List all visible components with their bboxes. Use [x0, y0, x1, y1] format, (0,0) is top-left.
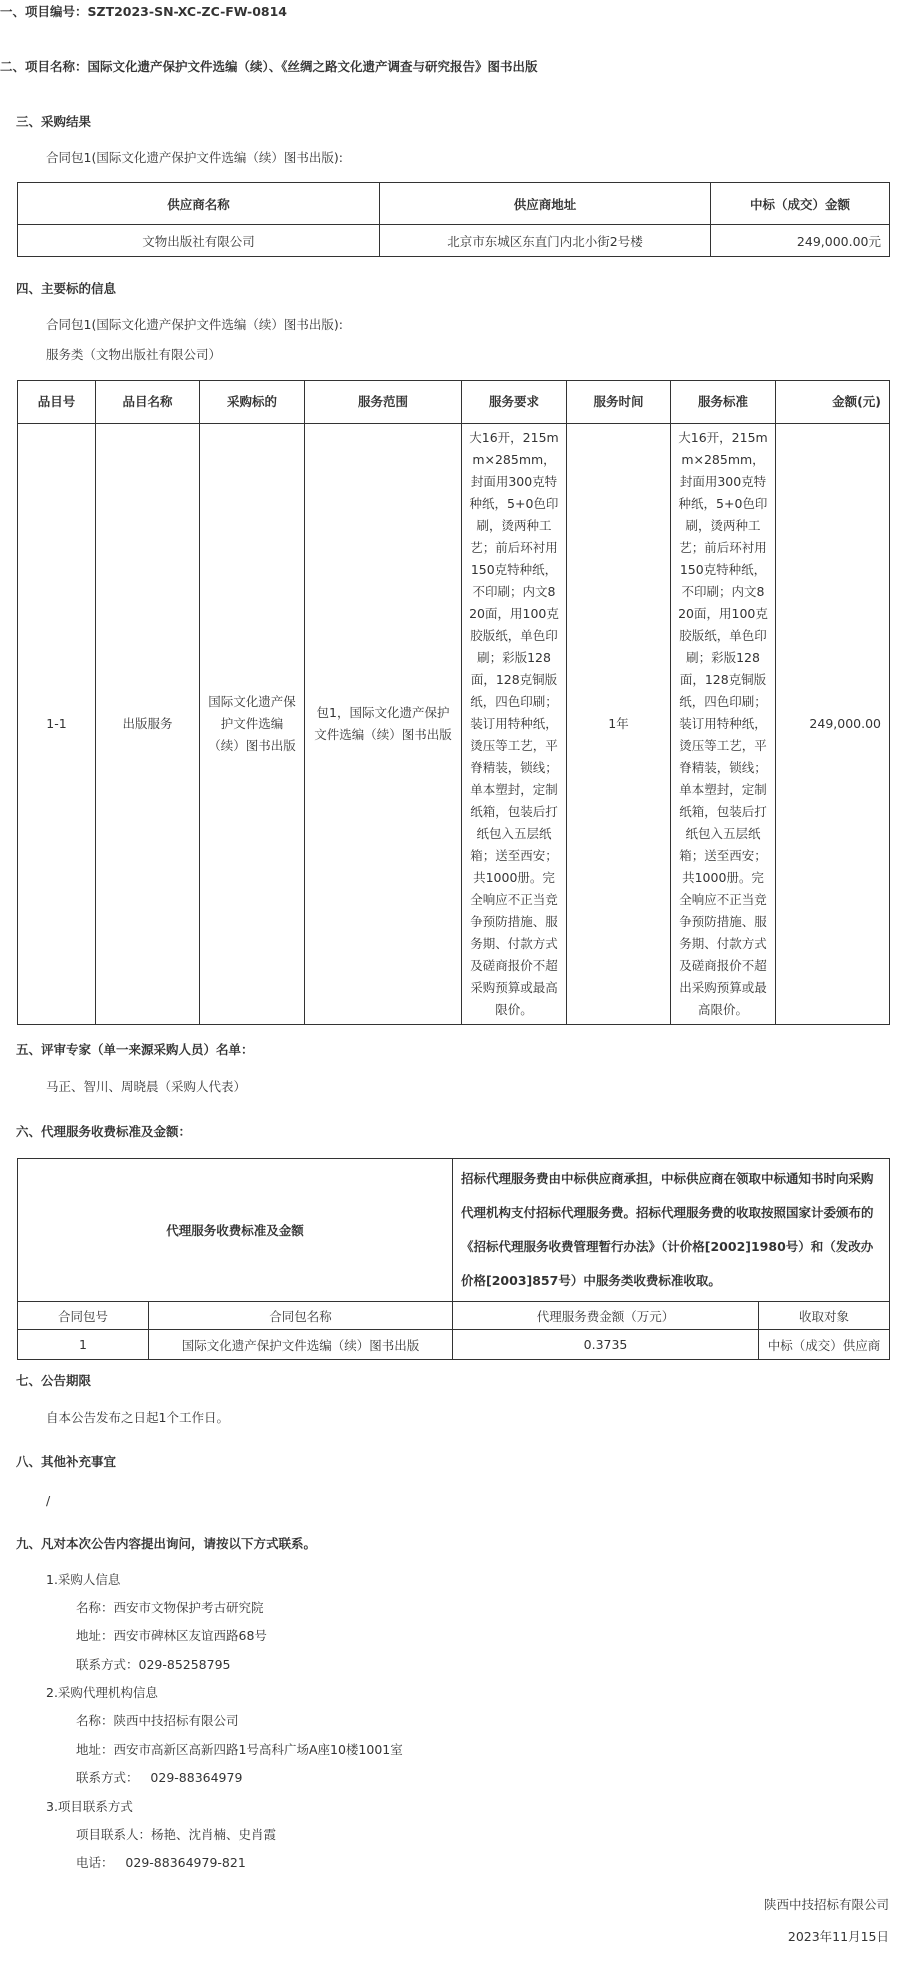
item-no: 1-1 [18, 424, 96, 1025]
contract-package-label-2: 合同包1(国际文化遗产保护文件选编（续）图书出版): [46, 317, 343, 332]
table-row [18, 1330, 890, 1360]
header-charge-target: 收取对象 [759, 1302, 890, 1330]
purchaser-name: 名称：西安市文物保护考古研究院 [76, 1600, 264, 1615]
service-requirement: 大16开，215mm×285mm，封面用300克特种纸，5+0色印刷，烫两种工艺；前后环衬用150克特种纸，不印刷；内文820面，用100克胶版纸，单色印刷；彩版128面，128克铜版纸，四色印刷；装订用特种纸，烫压等工艺，平脊精装，锁线；单本塑封，定制纸箱，包装后打纸包入五层纸箱；送至西安；共1000册。完全响应不正当竞争预防措施、服务期、付款方式及磋商报价不超采购预算或最高限价。 [462, 424, 567, 1025]
project-number: 一、项目编号：SZT2023-SN-XC-ZC-FW-0814 [0, 4, 287, 19]
agency-fee-table [17, 1158, 890, 1360]
supplier-address: 北京市东城区东直门内北小街2号楼 [380, 225, 711, 257]
package-no: 1 [18, 1330, 149, 1360]
header-requirement: 服务要求 [462, 381, 567, 424]
purchaser-phone: 联系方式：029-85258795 [76, 1657, 231, 1672]
table-row [18, 225, 890, 257]
notice-period: 自本公告发布之日起1个工作日。 [46, 1410, 229, 1425]
purchaser-address: 地址：西安市碑林区友谊西路68号 [76, 1628, 267, 1643]
service-scope: 包1，国际文化遗产保护文件选编（续）图书出版 [305, 424, 462, 1025]
supplier-result-table [17, 182, 890, 257]
signature-date: 2023年11月15日 [787, 1929, 889, 1944]
header-fee-amount: 代理服务费金额（万元） [453, 1302, 759, 1330]
header-item-no: 品目号 [18, 381, 96, 424]
header-amount: 金额(元) [776, 381, 890, 424]
service-time: 1年 [567, 424, 671, 1025]
header-supplier-name: 供应商名称 [18, 183, 380, 225]
section-contact: 九、凡对本次公告内容提出询问，请按以下方式联系。 [16, 1536, 317, 1551]
charge-target: 中标（成交）供应商 [759, 1330, 890, 1360]
header-supplier-address: 供应商地址 [380, 183, 711, 225]
subject-info-table [17, 380, 890, 1025]
service-standard: 大16开，215mm×285mm，封面用300克特种纸，5+0色印刷，烫两种工艺；前后环衬用150克特种纸，不印刷；内文820面，用100克胶版纸，单色印刷；彩版128面，128克铜版纸，四色印刷；装订用特种纸，烫压等工艺，平脊精装，锁线；单本塑封，定制纸箱，包装后打纸包入五层纸箱；送至西安；共1000册。完全响应不正当竞争预防措施、服务期、付款方式及磋商报价不超出采购预算或最高限价。 [671, 424, 776, 1025]
service-type: 服务类（文物出版社有限公司） [46, 347, 222, 362]
fee-standard-note: 招标代理服务费由中标供应商承担，中标供应商在领取中标通知书时向采购代理机构支付招标代理服务费。招标代理服务费的收取按照国家计委颁布的《招标代理服务收费管理暂行办法》（计价格[2002]1980号）和（发改办价格[2003]857号）中服务类收费标准收取。 [453, 1159, 890, 1302]
award-amount: 249,000.00元 [711, 225, 890, 257]
table-row [18, 424, 890, 1025]
section-agency-fee: 六、代理服务收费标准及金额： [16, 1124, 192, 1139]
contract-package-label: 合同包1(国际文化遗产保护文件选编（续）图书出版): [46, 150, 343, 165]
agency-phone: 联系方式： 029-88364979 [76, 1770, 243, 1785]
header-package-no: 合同包号 [18, 1302, 149, 1330]
purchaser-info-title: 1.采购人信息 [46, 1572, 121, 1587]
section-other: 八、其他补充事宜 [16, 1454, 117, 1469]
section-notice-period: 七、公告期限 [16, 1373, 92, 1388]
header-service-standard: 服务标准 [671, 381, 776, 424]
supplier-name: 文物出版社有限公司 [18, 225, 380, 257]
agency-address: 地址：西安市高新区高新四路1号高科广场A座10楼1001室 [76, 1742, 403, 1757]
section-procurement-result: 三、采购结果 [16, 114, 92, 129]
header-service-time: 服务时间 [567, 381, 671, 424]
project-contact-persons: 项目联系人：杨艳、沈肖楠、史肖霞 [76, 1827, 277, 1842]
agency-info-title: 2.采购代理机构信息 [46, 1685, 158, 1700]
other-matters: / [46, 1493, 51, 1508]
header-target: 采购标的 [200, 381, 305, 424]
section-main-subject: 四、主要标的信息 [16, 281, 117, 296]
header-scope: 服务范围 [305, 381, 462, 424]
project-contact-title: 3.项目联系方式 [46, 1799, 133, 1814]
header-item-name: 品目名称 [96, 381, 200, 424]
package-name: 国际文化遗产保护文件选编（续）图书出版 [149, 1330, 453, 1360]
header-award-amount: 中标（成交）金额 [711, 183, 890, 225]
project-contact-phone: 电话： 029-88364979-821 [76, 1855, 246, 1870]
procurement-target: 国际文化遗产保护文件选编（续）图书出版 [200, 424, 305, 1025]
agency-name: 名称：陕西中技招标有限公司 [76, 1713, 239, 1728]
section-reviewers: 五、评审专家（单一来源采购人员）名单： [16, 1042, 254, 1057]
fee-standard-label: 代理服务收费标准及金额 [18, 1159, 453, 1302]
header-package-name: 合同包名称 [149, 1302, 453, 1330]
fee-amount: 0.3735 [453, 1330, 759, 1360]
item-name: 出版服务 [96, 424, 200, 1025]
signature-org: 陕西中技招标有限公司 [763, 1897, 889, 1912]
reviewers-list: 马正、智川、周晓晨（采购人代表） [46, 1079, 247, 1094]
project-name: 二、项目名称：国际文化遗产保护文件选编（续）、《丝绸之路文化遗产调查与研究报告》图书出版 [0, 59, 538, 74]
item-amount: 249,000.00 [776, 424, 890, 1025]
